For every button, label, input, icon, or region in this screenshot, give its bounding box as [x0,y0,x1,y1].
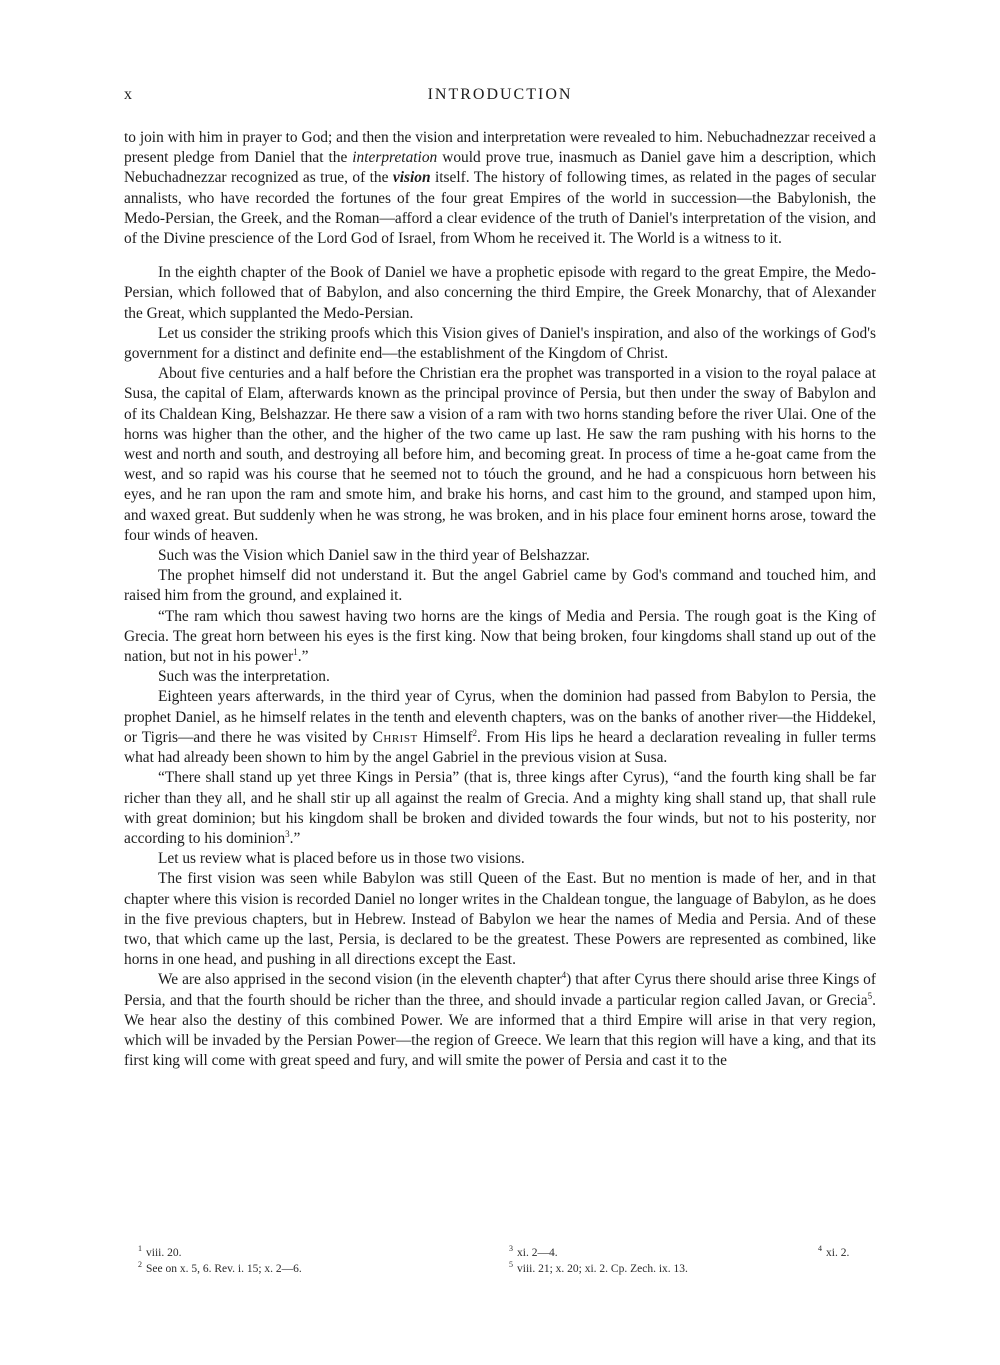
paragraph-7: “The ram which thou sawest having two horns are the kings of Media and Persia. The rough goat is the King of Grecia. The great horn between his eyes is the first king. Now that being broken, four kingdoms shall stand up out of the nation, but not in his power$^1$.” [124,607,876,666]
footnote-1: $^1$ viii. 20. [138,1244,182,1259]
paragraph-5: Such was the Vision which Daniel saw in the third year of Belshazzar. [158,547,590,565]
small-caps-christ: Christ [372,728,418,746]
emphasis-vision: vision [392,169,431,187]
footnote-3: $^3$ xi. 2—4. [509,1244,558,1259]
footnote-ref-2[interactable]: 2 [472,727,478,738]
footnote-4: $^4$ xi. 2. [818,1244,850,1259]
body-text [124,128,876,1071]
paragraph-13: We are also apprised in the second vision (in the eleventh chapter$^4$) that after Cyrus there should arise three Kings of Persia, and that the fourth should be richer than the three, and should invade a particular region called Javan, or Grecia$^5$. We hear also the destiny of this combined Power. We are informed that a third Empire will arise in that very region, which will be invaded by the Persian Power—the region of Greece. We learn that this region will have a king, and that its first king will come with great speed and fury, and will smite the power of Persia and cast it to the [124,970,876,1070]
footnote-5: $^5$ viii. 21; x. 20; xi. 2. Cp. Zech. ix. 13. [509,1260,688,1275]
footnote-ref-1[interactable]: 1 [293,646,298,657]
footnote-2: $^2$ See on x. 5, 6. Rev. i. 15; x. 2—6. [138,1260,302,1275]
paragraph-12: The first vision was seen while Babylon was still Queen of the East. But no mention is made of her, and in that chapter where this vision is recorded Daniel no longer writes in the Chaldean tongue, the language of Babylon, as he does in the five previous chapters, but in Hebrew. Instead of Babylon we hear the names of Media and Persia. And of these two, that which came up the last, Persia, is declared to be the greatest. These Powers are represented as combined, like horns in one head, and pushing in all directions except the East. [124,870,876,969]
paragraph-11: Let us review what is placed before us in those two visions. [158,850,525,868]
emphasis-interpretation: interpretation [352,149,438,167]
running-head [124,86,876,108]
paragraph-6: The prophet himself did not understand it. But the angel Gabriel came by God's command and touched him, and raised him from the ground, and explained it. [124,567,876,605]
page-number: x [124,86,133,103]
running-title: INTRODUCTION [427,86,573,103]
paragraph-1: to join with him in prayer to God; and then the vision and interpretation were revealed to him. Nebuchadnezzar received a present pledge from Daniel that the interpretation would prove true, inasmuch as Daniel gave him a description, which Nebuchadnezzar recognized as true, of the vision itself. The history of following times, as related in the pages of secular annalists, who have recorded the fortunes of the four great Empires of the world in succession—the Babylonish, the Medo-Persian, the Greek, and the Roman—afford a clear evidence of the truth of Daniel's interpretation of the vision, and of the Divine prescience of the Lord God of Israel, from Whom he received it. The World is a witness to it. [124,129,876,248]
footnote-ref-5[interactable]: 5 [867,990,873,1001]
footnote-ref-3[interactable]: 3 [285,828,290,839]
paragraph-8: Such was the interpretation. [158,668,330,686]
paragraph-4: About five centuries and a half before the Christian era the prophet was transported in a vision to the royal palace at Susa, the capital of Elam, afterwards known as the principal province of Persia, but then under the sway of Babylon and of its Chaldean King, Belshazzar. He there saw a vision of a ram with two horns standing before the river Ulai. One of the horns was higher than the other, and the higher of the two came up last. He saw the ram pushing with his horns to the west and north and south, and destroying all before him, and becoming great. In process of time a he-goat came from the west, and so rapid was his course that he seemed not to tóuch the ground, and he had a conspicuous horn between his eyes, and he ran upon the ram and smote him, and brake his horns, and cast him to the ground, and stamped upon him, and waxed great. But suddenly when he was strong, he was broken, and in his place four eminent horns arose, toward the four winds of heaven. [124,365,876,544]
paragraph-9: Eighteen years afterwards, in the third year of Cyrus, when the dominion had passed from Babylon to Persia, the prophet Daniel, as he himself relates in the tenth and eleventh chapters, was on the banks of another river—the Hiddekel, or Tigris—and there he was visited by Christ Himself$^2$. From His lips he heard a declaration revealing in fuller terms what had already been shown to him by the angel Gabriel in the previous vision at Susa. [124,688,877,767]
paragraph-3: Let us consider the striking proofs which this Vision gives of Daniel's inspiration, and also of the workings of God's government for a distinct and definite end—the establishment of the Kingdom of Christ. [124,324,876,363]
paragraph-2: In the eighth chapter of the Book of Daniel we have a prophetic episode with regard to the great Empire, the Medo-Persian, which followed that of Babylon, and also concerning the third Empire, the Greek Monarchy, that of Alexander the Great, which supplanted the Medo-Persian. [124,264,876,322]
footnote-ref-4[interactable]: 4 [561,970,567,981]
paragraph-10: “There shall stand up yet three Kings in Persia” (that is, three kings after Cyrus), “and the fourth king shall be far richer than they all, and he shall stir up all against the realm of Grecia. And a mighty king shall stand up, that shall rule with great dominion; but his kingdom shall be broken and divided towards the four winds, but not to his posterity, nor according to his dominion$^3$.” [124,769,876,847]
